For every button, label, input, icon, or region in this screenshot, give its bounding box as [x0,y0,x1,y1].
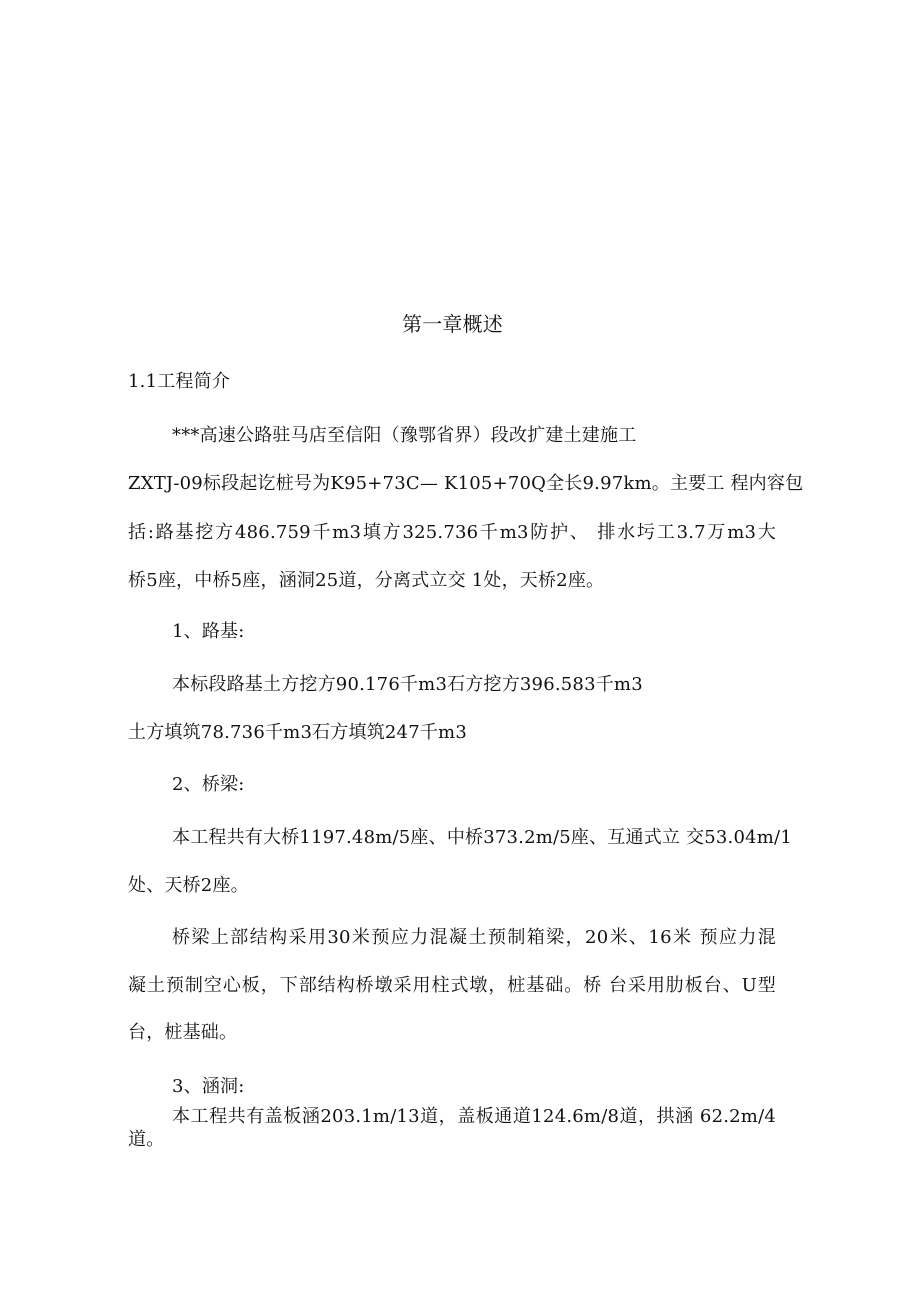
section-heading: 1.1工程简介 [128,371,231,392]
culvert-heading: 3、涵洞: [172,1076,245,1097]
bridge-line-4: 凝土预制空心板，下部结构桥墩采用柱式墩，桩基础。桥 台采用肋板台、U型 [128,975,776,996]
roadbed-line-1: 本标段路基土方挖方90.176千m3石方挖方396.583千m3 [172,674,643,695]
intro-line-4: 桥5座，中桥5座，涵洞25道，分离式立交 1处，天桥2座。 [128,570,605,591]
intro-line-1: ***高速公路驻马店至信阳（豫鄂省界）段改扩建土建施工 [172,425,637,446]
intro-line-3: 括:路基挖方486.759千m3填方325.736千m3防护、 排水圬工3.7万m3大 [128,522,776,543]
bridge-line-3: 桥梁上部结构采用30米预应力混凝土预制箱梁，20米、16米 预应力混 [172,927,776,948]
bridge-line-1: 本工程共有大桥1197.48m/5座、中桥373.2m/5座、互通式立 交53.04m/1 [172,827,792,848]
culvert-line-2: 道。 [128,1129,165,1150]
roadbed-heading: 1、路基: [172,621,245,642]
chapter-title: 第一章概述 [402,312,503,336]
bridge-line-2: 处、天桥2座。 [128,875,249,896]
bridge-line-5: 台，桩基础。 [128,1022,238,1043]
intro-line-2: ZXTJ-09标段起讫桩号为K95+73C— K105+70Q全长9.97km。主要工 程内容包 [128,473,804,494]
bridge-heading: 2、桥梁: [172,774,245,795]
roadbed-line-2: 土方填筑78.736千m3石方填筑247千m3 [128,722,467,743]
culvert-line-1: 本工程共有盖板涵203.1m/13道，盖板通道124.6m/8道，拱涵 62.2m/4 [172,1106,776,1127]
